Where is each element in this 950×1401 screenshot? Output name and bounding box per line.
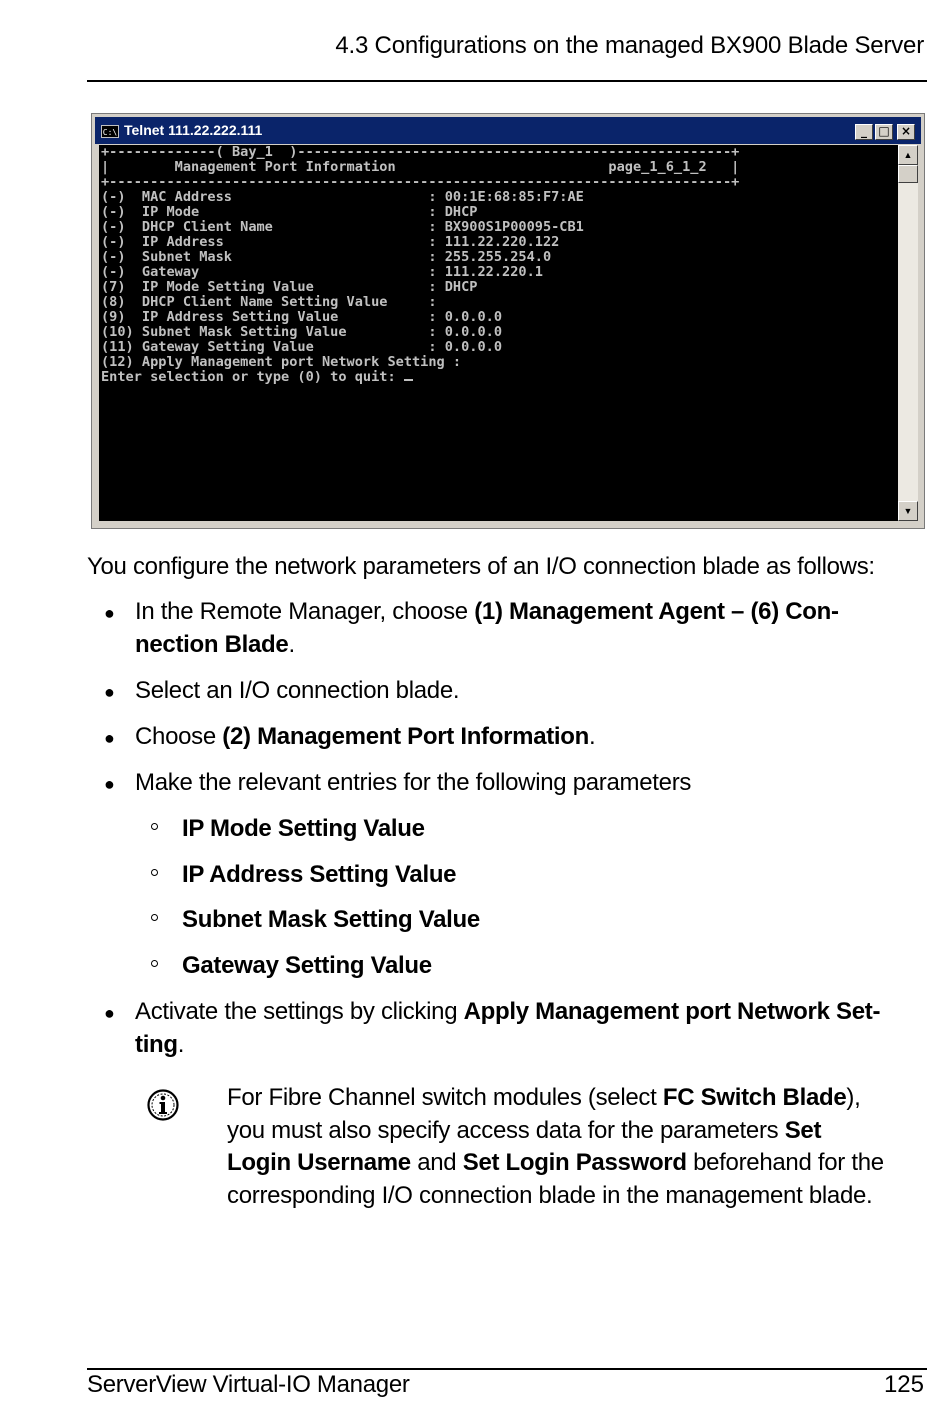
- close-button[interactable]: ×: [897, 124, 915, 140]
- note-l3-mid: and: [410, 1149, 463, 1176]
- header-rule: [87, 80, 927, 82]
- maximize-button[interactable]: □: [875, 124, 893, 140]
- note-l2: you must also specify access data for the parameters: [227, 1116, 785, 1144]
- scroll-up-button[interactable]: ▲: [898, 145, 918, 165]
- bullet-dot: ●: [104, 603, 115, 623]
- step-5: [135, 996, 935, 1061]
- bullet-dot: ●: [104, 728, 115, 748]
- sub-bullet: [151, 823, 158, 830]
- step-2: Select an I/O connection blade.: [135, 677, 460, 704]
- note-l4: corresponding I/O connection blade in the management blade.: [227, 1181, 873, 1209]
- vertical-scrollbar[interactable]: [898, 145, 918, 521]
- note-l3-bold2: Set Login Password: [462, 1149, 687, 1176]
- note-l1-post: ),: [846, 1084, 861, 1111]
- step-1-text: In the Remote Manager, choose: [135, 598, 475, 625]
- sub-bullet: [151, 914, 158, 921]
- scroll-down-button[interactable]: ▼: [898, 501, 918, 521]
- step-3-bold: (2) Management Port Information: [222, 723, 590, 750]
- step-5-bold-cont: ting: [135, 1030, 178, 1058]
- step-3-period: .: [589, 723, 596, 750]
- page-number: 125: [883, 1371, 924, 1398]
- note-l3-bold1: Login Username: [227, 1149, 411, 1176]
- step-1-bold: (1) Management Agent – (6) Con-: [474, 598, 839, 625]
- step-3: [135, 721, 595, 754]
- step-1: [135, 596, 915, 661]
- console-area[interactable]: [99, 145, 898, 521]
- bullet-dot: ●: [104, 774, 115, 794]
- console-icon: C:\: [101, 125, 119, 138]
- note-l2-bold: Set: [784, 1116, 822, 1144]
- bullet-dot: ●: [104, 682, 115, 702]
- note-text: [227, 1082, 927, 1212]
- window-title: Telnet 111.22.222.111: [124, 122, 263, 138]
- step-3-text: Choose: [135, 723, 223, 750]
- step-5-bold: Apply Management port Network Set-: [463, 998, 881, 1025]
- telnet-window: [91, 113, 925, 529]
- info-icon: [146, 1088, 180, 1122]
- intro-paragraph: You configure the network parameters of an I/O connection blade as follows:: [87, 553, 875, 580]
- console-text: +-------------( Bay_1 )-----------------------------------------------------+ | Management Port Information page_1_6_1_2 | +----------------------------------------------------------------------------+ (-) MAC Address : 00:1E:68:85:F7:AE (-) IP Mode : DHCP (-) DHCP Client Name : BX900S1P00095-CB1 (-) IP Address : 111.22.220.122 (-) Subnet Mask : 255.255.254.0 (-) Gateway : 111.22.220.1 (7) IP Mode Setting Value : DHCP (8) DHCP Client Name Setting Value : (9) IP Address Setting Value : 0.0.0.0 (10) Subnet Mask Setting Value : 0.0.0.0 (11) Gateway Setting Value : 0.0.0.0 (12) Apply Management port Network Setting : Enter selection or type (0) to quit:: [101, 145, 740, 385]
- step-4: Make the relevant entries for the following parameters: [135, 769, 692, 796]
- note-l1-bold: FC Switch Blade: [662, 1084, 847, 1111]
- note-l3-post: beforehand for the: [686, 1149, 884, 1176]
- minimize-button[interactable]: _: [855, 124, 873, 140]
- note-l1: For Fibre Channel switch modules (select: [227, 1084, 663, 1111]
- text-cursor: [404, 379, 413, 381]
- sub-item: IP Address Setting Value: [182, 861, 457, 888]
- sub-item: Gateway Setting Value: [182, 952, 432, 979]
- window-titlebar: [95, 117, 921, 144]
- footer-title: ServerView Virtual-IO Manager: [87, 1371, 410, 1398]
- sub-item: IP Mode Setting Value: [182, 815, 425, 842]
- sub-bullet: [151, 869, 158, 876]
- scroll-thumb[interactable]: [898, 165, 918, 183]
- step-1-bold-cont: nection Blade: [135, 630, 289, 658]
- page-header-title: 4.3 Configurations on the managed BX900 Blade Server: [335, 32, 924, 59]
- bullet-dot: ●: [104, 1003, 115, 1023]
- sub-bullet: [151, 960, 158, 967]
- sub-item: Subnet Mask Setting Value: [182, 906, 480, 933]
- step-1-period: .: [288, 630, 295, 658]
- step-5-period: .: [177, 1030, 185, 1058]
- footer-rule: [87, 1368, 927, 1370]
- step-5-text: Activate the settings by clicking: [135, 998, 464, 1025]
